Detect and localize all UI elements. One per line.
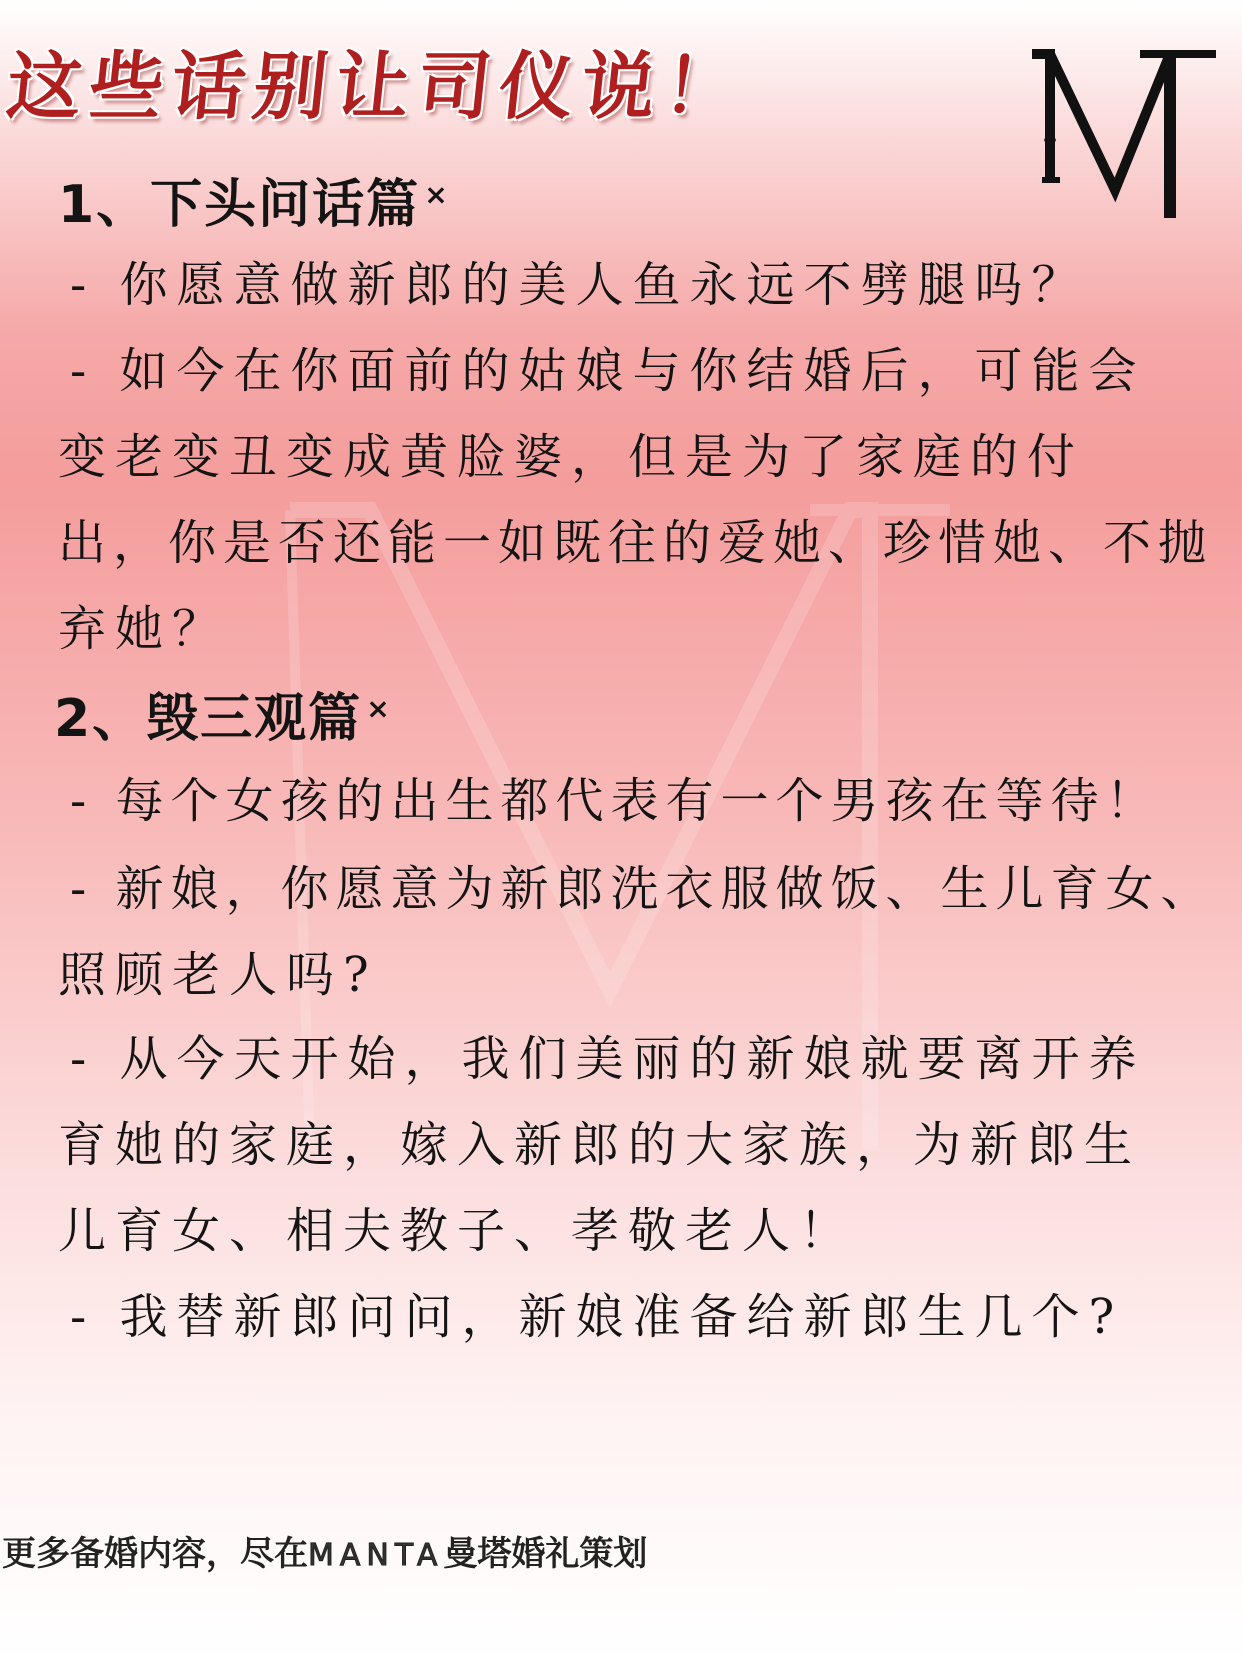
body-line: - 如今在你面前的姑娘与你结婚后，可能会 [70,343,1146,399]
cross-mark-icon: × [366,692,392,725]
body-line: 照顾老人吗? [58,947,378,1003]
body-line: - 我替新郎问问，新娘准备给新郎生几个? [70,1289,1124,1345]
footer-promo [2,1526,647,1575]
body-line: - 每个女孩的出生都代表有一个男孩在等待！ [70,773,1161,829]
section-heading [58,162,450,237]
footer-text: 更多备婚内容，尽在 [2,1534,308,1574]
body-line: 弃她？ [58,601,230,657]
body-line: - 新娘，你愿意为新郎洗衣服做饭、生儿育女、 [70,861,1216,917]
section-heading-text: 1、下头问话篇 [58,175,421,235]
body-line: 育她的家庭，嫁入新郎的大家族，为新郎生 [58,1117,1142,1173]
body-line: - 你愿意做新郎的美人鱼永远不劈腿吗？ [70,257,1089,313]
section-heading [54,676,392,751]
body-line: 儿育女、相夫教子、孝敬老人！ [58,1203,857,1259]
body-line: - 从今天开始，我们美丽的新娘就要离开养 [70,1031,1146,1087]
footer-brand-name: 曼塔婚礼策划 [443,1534,648,1574]
section-heading-text: 2、毁三观篇 [54,689,363,749]
manta-brand-logo: MANTA [308,1538,444,1573]
body-line: 出，你是否还能一如既往的爱她、珍惜她、不抛 [58,515,1214,571]
cross-mark-icon: × [424,178,450,211]
page-title: 这些话别让司仪说！ [2,44,750,130]
body-line: 变老变丑变成黄脸婆，但是为了家庭的付 [58,429,1085,485]
